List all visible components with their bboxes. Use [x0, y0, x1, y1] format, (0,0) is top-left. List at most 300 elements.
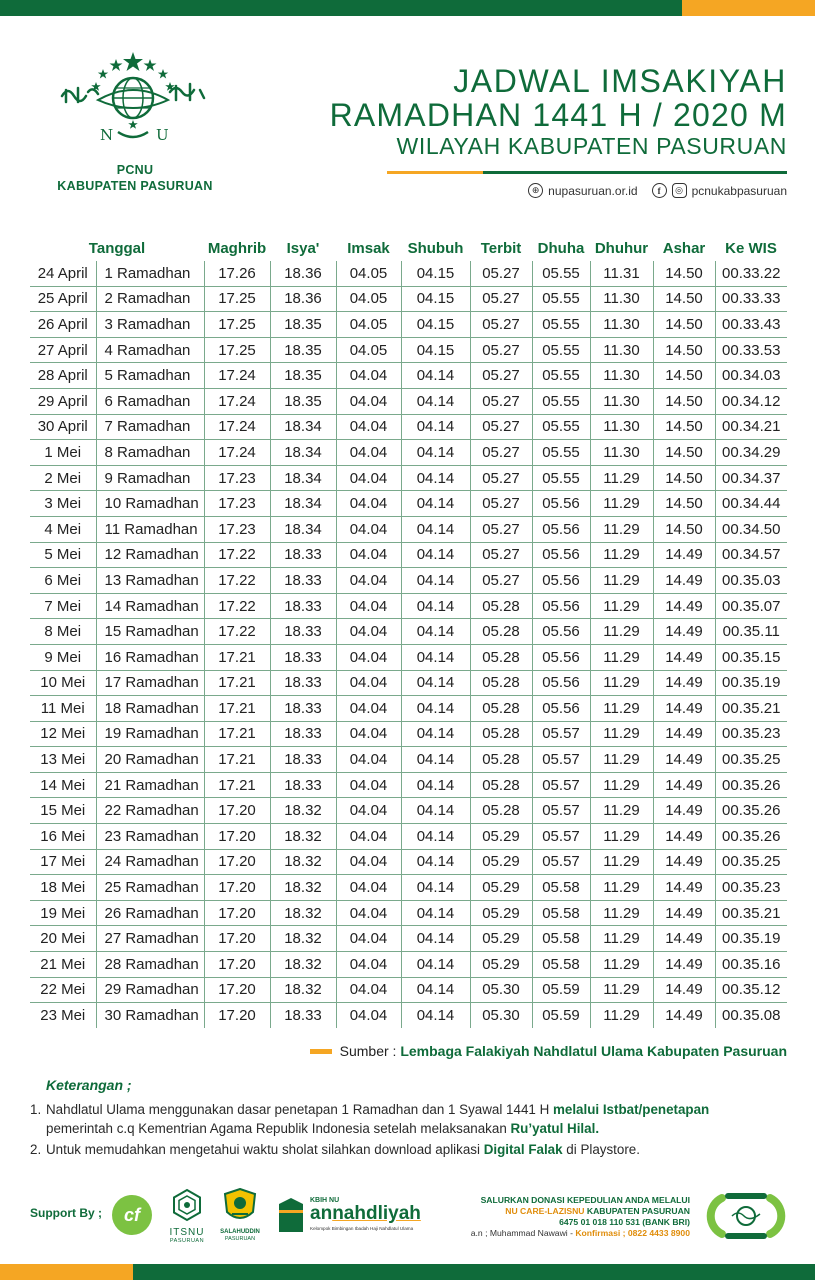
header-shubuh: Shubuh: [407, 240, 464, 257]
table-cell: 05.27: [470, 542, 532, 568]
social-handle[interactable]: pcnukabpasuruan: [691, 183, 787, 198]
nu-care-logo-icon: [704, 1190, 788, 1242]
table-cell: 18.33: [270, 747, 336, 773]
table-cell: 18.35: [270, 388, 336, 414]
bottom-bar: [0, 1264, 815, 1280]
table-row: [30, 875, 787, 901]
table-cell: 17.22: [204, 619, 270, 645]
table-cell: 14.50: [653, 261, 715, 286]
sponsor-salahuddin-sub: PASURUAN: [224, 1236, 256, 1242]
sponsor-cf-letters: cf: [123, 1204, 140, 1225]
table-cell: 11.29: [590, 875, 653, 901]
note2-bold: Digital Falak: [483, 1142, 563, 1157]
header-maghrib: Maghrib: [207, 240, 267, 257]
table-cell: 19 Ramadhan: [96, 721, 204, 747]
table-cell: 18.32: [270, 824, 336, 850]
table-cell: 17.21: [204, 644, 270, 670]
table-cell: 04.04: [336, 772, 401, 798]
table-cell: 05.27: [470, 491, 532, 517]
table-cell: 24 Ramadhan: [96, 849, 204, 875]
table-cell: 05.29: [470, 926, 532, 952]
table-cell: 04.15: [401, 337, 470, 363]
table-cell: 18.33: [270, 721, 336, 747]
table-cell: 00.35.26: [715, 824, 787, 850]
table-cell: 04.05: [336, 286, 401, 312]
table-cell: 04.05: [336, 312, 401, 338]
table-cell: 05.56: [532, 696, 590, 722]
table-cell: 18.32: [270, 875, 336, 901]
table-cell: 22 Mei: [30, 977, 96, 1003]
table-cell: 17.22: [204, 542, 270, 568]
table-cell: 17.20: [204, 798, 270, 824]
sponsor-itsnu-sub: PASURUAN: [169, 1238, 205, 1244]
table-cell: 05.28: [470, 644, 532, 670]
table-cell: 11 Ramadhan: [96, 516, 204, 542]
note-item: [30, 1100, 790, 1138]
table-cell: 04.04: [336, 900, 401, 926]
table-cell: 14.50: [653, 312, 715, 338]
table-cell: 05.58: [532, 900, 590, 926]
table-cell: 17.20: [204, 824, 270, 850]
table-cell: 17.24: [204, 440, 270, 466]
table-row: [30, 568, 787, 594]
sponsor-salahuddin-logo: [216, 1188, 264, 1243]
table-cell: 18.34: [270, 491, 336, 517]
logo-letter-u: U: [156, 126, 169, 144]
table-cell: 05.27: [470, 286, 532, 312]
table-cell: 17.24: [204, 388, 270, 414]
table-cell: 04.14: [401, 440, 470, 466]
table-cell: 05.57: [532, 849, 590, 875]
table-cell: 04.04: [336, 593, 401, 619]
table-cell: 11.29: [590, 849, 653, 875]
table-cell: 14.49: [653, 772, 715, 798]
table-cell: 8 Mei: [30, 619, 96, 645]
table-cell: 05.27: [470, 516, 532, 542]
table-cell: 14.49: [653, 1003, 715, 1028]
table-cell: 17.21: [204, 772, 270, 798]
table-cell: 11.29: [590, 619, 653, 645]
table-cell: 05.56: [532, 593, 590, 619]
table-cell: 11.31: [590, 261, 653, 286]
table-cell: 00.35.23: [715, 875, 787, 901]
table-cell: 05.27: [470, 568, 532, 594]
header-tanggal: Tanggal: [88, 240, 146, 257]
table-cell: 20 Mei: [30, 926, 96, 952]
table-cell: 05.30: [470, 1003, 532, 1028]
table-cell: 04.14: [401, 465, 470, 491]
title-line2: RAMADHAN 1441 H / 2020 M: [329, 97, 787, 133]
table-cell: 05.29: [470, 952, 532, 978]
table-cell: 17.25: [204, 312, 270, 338]
table-row: [30, 440, 787, 466]
table-row: [30, 926, 787, 952]
table-cell: 00.35.25: [715, 747, 787, 773]
table-cell: 04.04: [336, 875, 401, 901]
table-cell: 17.20: [204, 875, 270, 901]
table-row: [30, 286, 787, 312]
table-cell: 05.55: [532, 388, 590, 414]
table-cell: 18.34: [270, 440, 336, 466]
table-cell: 04.14: [401, 363, 470, 389]
table-cell: 00.34.37: [715, 465, 787, 491]
table-cell: 05.56: [532, 619, 590, 645]
table-cell: 14.50: [653, 363, 715, 389]
table-cell: 18.33: [270, 644, 336, 670]
salahuddin-emblem-icon: [223, 1188, 257, 1224]
table-cell: 18.33: [270, 619, 336, 645]
table-cell: 05.29: [470, 849, 532, 875]
table-cell: 11.30: [590, 337, 653, 363]
table-cell: 18.34: [270, 516, 336, 542]
table-cell: 10 Ramadhan: [96, 491, 204, 517]
header-ke-wis: Ke WIS: [725, 240, 777, 257]
table-cell: 05.28: [470, 696, 532, 722]
table-cell: 12 Ramadhan: [96, 542, 204, 568]
table-cell: 17 Mei: [30, 849, 96, 875]
table-cell: 05.56: [532, 670, 590, 696]
table-cell: 1 Ramadhan: [96, 261, 204, 286]
table-row: [30, 465, 787, 491]
table-cell: 17.21: [204, 721, 270, 747]
table-cell: 11.29: [590, 696, 653, 722]
table-cell: 17.21: [204, 696, 270, 722]
table-cell: 17.25: [204, 286, 270, 312]
top-bar: [0, 0, 815, 16]
kaaba-icon: [276, 1198, 306, 1234]
table-cell: 05.30: [470, 977, 532, 1003]
table-cell: 20 Ramadhan: [96, 747, 204, 773]
table-cell: 04.14: [401, 491, 470, 517]
table-cell: 00.35.19: [715, 926, 787, 952]
source-marker: [310, 1049, 332, 1054]
sponsor-cf-logo: [112, 1195, 152, 1235]
table-cell: 04.14: [401, 747, 470, 773]
table-cell: 05.57: [532, 798, 590, 824]
table-cell: 2 Ramadhan: [96, 286, 204, 312]
table-row: [30, 772, 787, 798]
sponsor-annahdliyah-logo: [276, 1196, 436, 1236]
header-isya: Isya': [286, 240, 320, 257]
table-cell: 00.34.44: [715, 491, 787, 517]
note2-text-b: di Playstore.: [562, 1142, 640, 1157]
table-cell: 6 Mei: [30, 568, 96, 594]
table-cell: 11.29: [590, 1003, 653, 1028]
table-cell: 04.05: [336, 261, 401, 286]
notes-list: [30, 1100, 790, 1161]
table-cell: 11.30: [590, 363, 653, 389]
table-cell: 26 Ramadhan: [96, 900, 204, 926]
table-cell: 14.49: [653, 824, 715, 850]
table-cell: 04.04: [336, 465, 401, 491]
table-cell: 04.14: [401, 824, 470, 850]
table-cell: 14.49: [653, 926, 715, 952]
table-cell: 05.29: [470, 875, 532, 901]
table-row: [30, 388, 787, 414]
table-cell: 14.50: [653, 440, 715, 466]
table-cell: 04.14: [401, 926, 470, 952]
table-cell: 05.57: [532, 824, 590, 850]
table-cell: 11.29: [590, 900, 653, 926]
table-cell: 14 Ramadhan: [96, 593, 204, 619]
org-name-line1: PCNU: [116, 163, 154, 177]
table-cell: 1 Mei: [30, 440, 96, 466]
table-cell: 04.04: [336, 363, 401, 389]
support-label: Support By ;: [30, 1206, 102, 1220]
table-cell: 14.49: [653, 696, 715, 722]
table-cell: 04.04: [336, 388, 401, 414]
table-cell: 24 April: [30, 261, 96, 286]
table-cell: 3 Ramadhan: [96, 312, 204, 338]
table-cell: 17.20: [204, 900, 270, 926]
table-cell: 28 Ramadhan: [96, 952, 204, 978]
table-cell: 04.14: [401, 1003, 470, 1028]
table-cell: 16 Ramadhan: [96, 644, 204, 670]
table-cell: 14.49: [653, 977, 715, 1003]
table-cell: 14.50: [653, 465, 715, 491]
table-cell: 05.58: [532, 952, 590, 978]
table-cell: 05.56: [532, 516, 590, 542]
table-cell: 21 Ramadhan: [96, 772, 204, 798]
table-cell: 11.30: [590, 312, 653, 338]
table-row: [30, 619, 787, 645]
table-cell: 17.20: [204, 926, 270, 952]
table-cell: 00.33.22: [715, 261, 787, 286]
sponsor-itsnu-name: ITSNU: [169, 1227, 205, 1238]
table-cell: 17.20: [204, 952, 270, 978]
org-name: [40, 162, 230, 194]
table-cell: 00.35.07: [715, 593, 787, 619]
table-cell: 04.04: [336, 670, 401, 696]
header-dhuhur: Dhuhur: [594, 240, 649, 257]
table-cell: 05.27: [470, 388, 532, 414]
table-cell: 04.14: [401, 900, 470, 926]
table-cell: 14.49: [653, 849, 715, 875]
table-cell: 14.49: [653, 798, 715, 824]
table-cell: 00.35.16: [715, 952, 787, 978]
table-cell: 17.23: [204, 491, 270, 517]
table-cell: 00.35.21: [715, 696, 787, 722]
table-cell: 14.49: [653, 875, 715, 901]
table-cell: 05.55: [532, 261, 590, 286]
table-cell: 11.29: [590, 516, 653, 542]
table-cell: 00.35.19: [715, 670, 787, 696]
table-cell: 18.32: [270, 849, 336, 875]
table-cell: 18 Ramadhan: [96, 696, 204, 722]
table-cell: 17.20: [204, 1003, 270, 1028]
table-cell: 17.23: [204, 465, 270, 491]
donation-holder: a.n ; Muhammad Nawawi -: [470, 1228, 576, 1238]
table-cell: 04.04: [336, 849, 401, 875]
source-label: Sumber :: [339, 1043, 397, 1059]
title-divider: [387, 171, 787, 174]
header-dhuha: Dhuha: [537, 240, 585, 257]
notes-title: Keterangan ;: [46, 1077, 132, 1093]
table-cell: 04.04: [336, 542, 401, 568]
table-cell: 18.32: [270, 952, 336, 978]
table-row: [30, 491, 787, 517]
table-cell: 18.33: [270, 542, 336, 568]
table-cell: 05.59: [532, 977, 590, 1003]
table-cell: 00.35.11: [715, 619, 787, 645]
table-cell: 04.14: [401, 849, 470, 875]
table-cell: 05.56: [532, 491, 590, 517]
table-cell: 11.29: [590, 747, 653, 773]
table-cell: 04.04: [336, 644, 401, 670]
table-cell: 11.29: [590, 721, 653, 747]
table-cell: 9 Mei: [30, 644, 96, 670]
table-cell: 14.49: [653, 593, 715, 619]
table-cell: 04.04: [336, 1003, 401, 1028]
table-cell: 14.49: [653, 952, 715, 978]
table-cell: 04.14: [401, 977, 470, 1003]
donation-org-rest: KABUPATEN PASURUAN: [584, 1206, 690, 1216]
table-cell: 28 April: [30, 363, 96, 389]
table-row: [30, 696, 787, 722]
table-cell: 15 Mei: [30, 798, 96, 824]
table-cell: 14.49: [653, 747, 715, 773]
social-links: [528, 183, 787, 198]
sponsor-itsnu-logo: [166, 1188, 208, 1245]
table-cell: 11.29: [590, 465, 653, 491]
facebook-icon[interactable]: f: [652, 183, 667, 198]
table-cell: 05.29: [470, 900, 532, 926]
table-cell: 05.55: [532, 337, 590, 363]
table-cell: 00.34.21: [715, 414, 787, 440]
table-cell: 26 April: [30, 312, 96, 338]
table-cell: 00.33.53: [715, 337, 787, 363]
globe-icon: ⊕: [528, 183, 543, 198]
table-cell: 04.14: [401, 388, 470, 414]
schedule-table: [30, 236, 787, 1028]
table-cell: 17.26: [204, 261, 270, 286]
table-cell: 17.20: [204, 849, 270, 875]
table-cell: 05.27: [470, 261, 532, 286]
table-cell: 17.24: [204, 414, 270, 440]
table-cell: 11.29: [590, 542, 653, 568]
website-link[interactable]: nupasuruan.or.id: [548, 183, 638, 198]
table-cell: 11.29: [590, 644, 653, 670]
sponsor-salahuddin-name: SALAHUDDIN: [220, 1229, 260, 1235]
table-cell: 15 Ramadhan: [96, 619, 204, 645]
table-cell: 05.28: [470, 747, 532, 773]
table-cell: 05.27: [470, 312, 532, 338]
table-cell: 04.04: [336, 824, 401, 850]
table-cell: 05.28: [470, 721, 532, 747]
note-number: 1.: [30, 1102, 42, 1117]
table-cell: 16 Mei: [30, 824, 96, 850]
table-cell: 04.14: [401, 516, 470, 542]
table-cell: 12 Mei: [30, 721, 96, 747]
table-cell: 27 April: [30, 337, 96, 363]
table-row: [30, 261, 787, 286]
table-cell: 04.14: [401, 542, 470, 568]
source-note: [310, 1043, 787, 1059]
table-cell: 05.57: [532, 721, 590, 747]
table-cell: 05.55: [532, 286, 590, 312]
table-cell: 04.15: [401, 261, 470, 286]
table-cell: 05.55: [532, 312, 590, 338]
table-cell: 14.49: [653, 542, 715, 568]
table-cell: 00.33.43: [715, 312, 787, 338]
table-cell: 5 Mei: [30, 542, 96, 568]
table-cell: 17.21: [204, 747, 270, 773]
table-cell: 25 Ramadhan: [96, 875, 204, 901]
table-cell: 04.14: [401, 875, 470, 901]
table-cell: 11.29: [590, 798, 653, 824]
instagram-icon[interactable]: ◎: [672, 183, 687, 198]
table-cell: 14.49: [653, 568, 715, 594]
note1-bold-b: Ru’yatul Hilal.: [510, 1121, 600, 1136]
sponsor-annahdliyah-an: an: [310, 1203, 333, 1224]
table-cell: 04.04: [336, 619, 401, 645]
table-cell: 29 April: [30, 388, 96, 414]
table-cell: 18.36: [270, 286, 336, 312]
table-cell: 17 Ramadhan: [96, 670, 204, 696]
table-cell: 04.14: [401, 414, 470, 440]
table-cell: 7 Mei: [30, 593, 96, 619]
table-cell: 04.04: [336, 977, 401, 1003]
table-cell: 11.30: [590, 286, 653, 312]
table-cell: 30 Ramadhan: [96, 1003, 204, 1028]
table-cell: 23 Ramadhan: [96, 824, 204, 850]
table-cell: 18.33: [270, 696, 336, 722]
table-cell: 9 Ramadhan: [96, 465, 204, 491]
table-cell: 8 Ramadhan: [96, 440, 204, 466]
title-line3: WILAYAH KABUPATEN PASURUAN: [396, 133, 787, 159]
table-cell: 18 Mei: [30, 875, 96, 901]
table-cell: 05.58: [532, 875, 590, 901]
donation-line1: SALURKAN DONASI KEPEDULIAN ANDA MELALUI: [480, 1195, 690, 1205]
org-name-line2: KABUPATEN PASURUAN: [57, 179, 213, 193]
table-cell: 04.04: [336, 414, 401, 440]
table-body: [30, 261, 787, 1028]
table-cell: 11.29: [590, 977, 653, 1003]
header-imsak: Imsak: [347, 240, 390, 257]
table-cell: 18.32: [270, 926, 336, 952]
table-cell: 17.24: [204, 363, 270, 389]
table-cell: 14.50: [653, 337, 715, 363]
table-cell: 05.55: [532, 363, 590, 389]
table-cell: 05.55: [532, 414, 590, 440]
table-row: [30, 644, 787, 670]
note-item: [30, 1140, 790, 1159]
table-cell: 18.32: [270, 798, 336, 824]
table-cell: 04.14: [401, 721, 470, 747]
table-row: [30, 542, 787, 568]
table-cell: 00.34.03: [715, 363, 787, 389]
table-cell: 05.27: [470, 465, 532, 491]
donation-info: [440, 1195, 690, 1239]
table-cell: 04.04: [336, 721, 401, 747]
table-cell: 05.27: [470, 414, 532, 440]
table-cell: 18.35: [270, 312, 336, 338]
note2-text-a: Untuk memudahkan mengetahui waktu sholat silahkan download aplikasi: [46, 1142, 484, 1157]
table-cell: 11.29: [590, 670, 653, 696]
table-cell: 05.56: [532, 644, 590, 670]
table-cell: 11.29: [590, 824, 653, 850]
table-row: [30, 747, 787, 773]
table-cell: 04.15: [401, 312, 470, 338]
page-title: [330, 64, 787, 160]
table-cell: 10 Mei: [30, 670, 96, 696]
table-cell: 11.29: [590, 568, 653, 594]
table-cell: 00.35.26: [715, 798, 787, 824]
table-cell: 00.34.57: [715, 542, 787, 568]
table-cell: 00.34.50: [715, 516, 787, 542]
table-cell: 11.29: [590, 491, 653, 517]
table-row: [30, 516, 787, 542]
